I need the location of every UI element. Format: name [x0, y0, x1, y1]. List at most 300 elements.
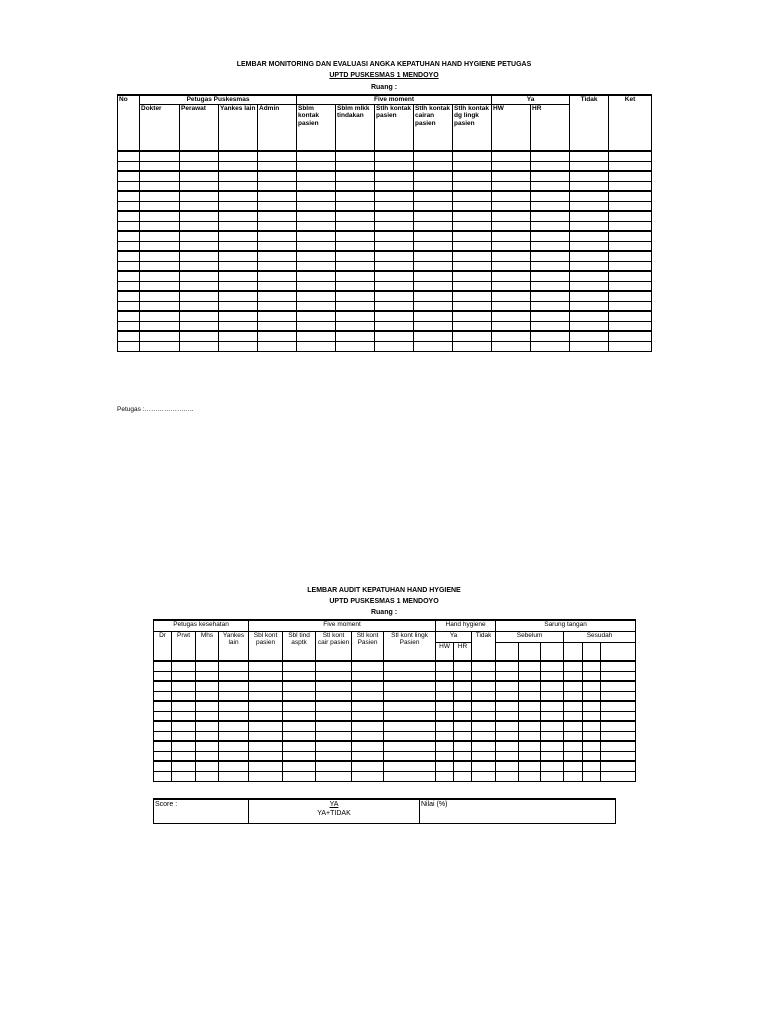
- table-cell[interactable]: [258, 231, 297, 241]
- table-cell[interactable]: [519, 691, 541, 701]
- table-cell[interactable]: [352, 761, 384, 771]
- table-cell[interactable]: [472, 691, 496, 701]
- table-cell[interactable]: [492, 311, 531, 321]
- table-cell[interactable]: [375, 291, 414, 301]
- table-cell[interactable]: [219, 171, 258, 181]
- table-cell[interactable]: [180, 281, 219, 291]
- table-cell[interactable]: [180, 331, 219, 341]
- table-cell[interactable]: [541, 691, 564, 701]
- table-cell[interactable]: [180, 151, 219, 161]
- table-cell[interactable]: [570, 281, 609, 291]
- table-cell[interactable]: [601, 761, 636, 771]
- table-cell[interactable]: [196, 661, 219, 671]
- table-cell[interactable]: [384, 661, 436, 671]
- table-cell[interactable]: [531, 271, 570, 281]
- table-cell[interactable]: [219, 711, 249, 721]
- table-cell[interactable]: [258, 181, 297, 191]
- table-cell[interactable]: [297, 301, 336, 311]
- table-cell[interactable]: [249, 731, 283, 741]
- table-cell[interactable]: [492, 191, 531, 201]
- table-cell[interactable]: [336, 321, 375, 331]
- table-cell[interactable]: [172, 691, 196, 701]
- table-cell[interactable]: [531, 231, 570, 241]
- table-cell[interactable]: [180, 231, 219, 241]
- table-cell[interactable]: [219, 721, 249, 731]
- table-cell[interactable]: [336, 181, 375, 191]
- table-cell[interactable]: [219, 251, 258, 261]
- table-cell[interactable]: [472, 731, 496, 741]
- table-cell[interactable]: [196, 761, 219, 771]
- table-cell[interactable]: [258, 271, 297, 281]
- table-cell[interactable]: [436, 661, 454, 671]
- table-cell[interactable]: [172, 671, 196, 681]
- table-cell[interactable]: [154, 731, 172, 741]
- table-cell[interactable]: [375, 271, 414, 281]
- table-cell[interactable]: [570, 201, 609, 211]
- table-cell[interactable]: [118, 251, 140, 261]
- table-cell[interactable]: [564, 711, 583, 721]
- table-cell[interactable]: [472, 711, 496, 721]
- table-cell[interactable]: [496, 751, 519, 761]
- table-cell[interactable]: [453, 251, 492, 261]
- table-cell[interactable]: [336, 301, 375, 311]
- table-cell[interactable]: [140, 221, 180, 231]
- table-cell[interactable]: [531, 171, 570, 181]
- table-cell[interactable]: [384, 741, 436, 751]
- table-cell[interactable]: [583, 751, 601, 761]
- table-cell[interactable]: [249, 771, 283, 781]
- table-cell[interactable]: [352, 691, 384, 701]
- table-cell[interactable]: [316, 671, 352, 681]
- table-cell[interactable]: [316, 721, 352, 731]
- table-cell[interactable]: [609, 191, 652, 201]
- table-cell[interactable]: [196, 691, 219, 701]
- table-cell[interactable]: [258, 311, 297, 321]
- table-cell[interactable]: [180, 341, 219, 351]
- table-cell[interactable]: [297, 161, 336, 171]
- table-cell[interactable]: [336, 211, 375, 221]
- table-cell[interactable]: [249, 671, 283, 681]
- table-cell[interactable]: [564, 721, 583, 731]
- table-cell[interactable]: [140, 271, 180, 281]
- table-cell[interactable]: [583, 701, 601, 711]
- table-cell[interactable]: [454, 741, 472, 751]
- table-cell[interactable]: [519, 711, 541, 721]
- table-cell[interactable]: [570, 211, 609, 221]
- table-cell[interactable]: [541, 751, 564, 761]
- table-cell[interactable]: [375, 301, 414, 311]
- table-cell[interactable]: [172, 701, 196, 711]
- table-cell[interactable]: [454, 751, 472, 761]
- table-cell[interactable]: [541, 741, 564, 751]
- table-cell[interactable]: [454, 721, 472, 731]
- table-cell[interactable]: [583, 741, 601, 751]
- table-cell[interactable]: [258, 251, 297, 261]
- table-cell[interactable]: [154, 741, 172, 751]
- table-cell[interactable]: [140, 291, 180, 301]
- table-cell[interactable]: [118, 311, 140, 321]
- table-cell[interactable]: [414, 191, 453, 201]
- table-cell[interactable]: [258, 151, 297, 161]
- table-cell[interactable]: [531, 321, 570, 331]
- table-cell[interactable]: [436, 711, 454, 721]
- table-cell[interactable]: [249, 701, 283, 711]
- table-cell[interactable]: [453, 261, 492, 271]
- table-cell[interactable]: [283, 771, 316, 781]
- table-cell[interactable]: [154, 751, 172, 761]
- table-cell[interactable]: [609, 271, 652, 281]
- table-cell[interactable]: [436, 731, 454, 741]
- table-cell[interactable]: [258, 161, 297, 171]
- table-cell[interactable]: [531, 251, 570, 261]
- table-cell[interactable]: [496, 681, 519, 691]
- table-cell[interactable]: [258, 241, 297, 251]
- table-cell[interactable]: [336, 251, 375, 261]
- table-cell[interactable]: [453, 331, 492, 341]
- table-cell[interactable]: [570, 161, 609, 171]
- table-cell[interactable]: [472, 681, 496, 691]
- table-cell[interactable]: [519, 681, 541, 691]
- table-cell[interactable]: [297, 241, 336, 251]
- table-cell[interactable]: [453, 311, 492, 321]
- table-cell[interactable]: [496, 741, 519, 751]
- table-cell[interactable]: [316, 701, 352, 711]
- table-cell[interactable]: [564, 701, 583, 711]
- table-cell[interactable]: [258, 341, 297, 351]
- table-cell[interactable]: [180, 251, 219, 261]
- table-cell[interactable]: [414, 161, 453, 171]
- table-cell[interactable]: [118, 231, 140, 241]
- table-cell[interactable]: [519, 761, 541, 771]
- table-cell[interactable]: [564, 771, 583, 781]
- table-cell[interactable]: [118, 181, 140, 191]
- table-cell[interactable]: [492, 221, 531, 231]
- table-cell[interactable]: [297, 151, 336, 161]
- table-cell[interactable]: [531, 261, 570, 271]
- table-cell[interactable]: [570, 181, 609, 191]
- table-cell[interactable]: [297, 211, 336, 221]
- table-cell[interactable]: [219, 151, 258, 161]
- table-cell[interactable]: [519, 741, 541, 751]
- table-cell[interactable]: [283, 741, 316, 751]
- table-cell[interactable]: [492, 261, 531, 271]
- table-cell[interactable]: [454, 761, 472, 771]
- table-cell[interactable]: [414, 271, 453, 281]
- table-cell[interactable]: [219, 761, 249, 771]
- table-cell[interactable]: [453, 221, 492, 231]
- table-cell[interactable]: [601, 671, 636, 681]
- table-cell[interactable]: [541, 761, 564, 771]
- table-cell[interactable]: [140, 231, 180, 241]
- table-cell[interactable]: [531, 181, 570, 191]
- table-cell[interactable]: [541, 681, 564, 691]
- table-cell[interactable]: [519, 721, 541, 731]
- table-cell[interactable]: [609, 181, 652, 191]
- table-cell[interactable]: [316, 741, 352, 751]
- table-cell[interactable]: [583, 681, 601, 691]
- table-cell[interactable]: [414, 241, 453, 251]
- table-cell[interactable]: [414, 201, 453, 211]
- table-cell[interactable]: [249, 691, 283, 701]
- table-cell[interactable]: [352, 741, 384, 751]
- table-cell[interactable]: [496, 771, 519, 781]
- table-cell[interactable]: [118, 261, 140, 271]
- table-cell[interactable]: [140, 181, 180, 191]
- table-cell[interactable]: [492, 281, 531, 291]
- table-cell[interactable]: [436, 691, 454, 701]
- table-cell[interactable]: [219, 701, 249, 711]
- table-cell[interactable]: [414, 341, 453, 351]
- table-cell[interactable]: [570, 191, 609, 201]
- table-cell[interactable]: [180, 191, 219, 201]
- table-cell[interactable]: [140, 261, 180, 271]
- table-cell[interactable]: [297, 181, 336, 191]
- table-cell[interactable]: [414, 181, 453, 191]
- table-cell[interactable]: [496, 661, 519, 671]
- table-cell[interactable]: [352, 671, 384, 681]
- table-cell[interactable]: [436, 751, 454, 761]
- table-cell[interactable]: [583, 661, 601, 671]
- table-cell[interactable]: [297, 261, 336, 271]
- table-cell[interactable]: [453, 151, 492, 161]
- table-cell[interactable]: [140, 281, 180, 291]
- table-cell[interactable]: [219, 191, 258, 201]
- table-cell[interactable]: [454, 681, 472, 691]
- table-cell[interactable]: [375, 221, 414, 231]
- table-cell[interactable]: [454, 731, 472, 741]
- table-cell[interactable]: [453, 241, 492, 251]
- table-cell[interactable]: [196, 701, 219, 711]
- table-cell[interactable]: [492, 321, 531, 331]
- table-cell[interactable]: [531, 221, 570, 231]
- table-cell[interactable]: [297, 271, 336, 281]
- table-cell[interactable]: [570, 311, 609, 321]
- table-cell[interactable]: [180, 291, 219, 301]
- table-cell[interactable]: [609, 171, 652, 181]
- table-cell[interactable]: [414, 151, 453, 161]
- table-cell[interactable]: [541, 771, 564, 781]
- table-cell[interactable]: [570, 251, 609, 261]
- table-cell[interactable]: [297, 171, 336, 181]
- table-cell[interactable]: [570, 271, 609, 281]
- table-cell[interactable]: [249, 661, 283, 671]
- table-cell[interactable]: [297, 281, 336, 291]
- table-cell[interactable]: [352, 701, 384, 711]
- table-cell[interactable]: [564, 761, 583, 771]
- table-cell[interactable]: [180, 271, 219, 281]
- table-cell[interactable]: [336, 151, 375, 161]
- table-cell[interactable]: [352, 661, 384, 671]
- table-cell[interactable]: [180, 221, 219, 231]
- table-cell[interactable]: [172, 711, 196, 721]
- table-cell[interactable]: [172, 761, 196, 771]
- table-cell[interactable]: [570, 291, 609, 301]
- table-cell[interactable]: [297, 331, 336, 341]
- table-cell[interactable]: [352, 681, 384, 691]
- table-cell[interactable]: [118, 241, 140, 251]
- table-cell[interactable]: [219, 311, 258, 321]
- table-cell[interactable]: [436, 741, 454, 751]
- table-cell[interactable]: [219, 271, 258, 281]
- table-cell[interactable]: [196, 731, 219, 741]
- table-cell[interactable]: [496, 671, 519, 681]
- table-cell[interactable]: [196, 711, 219, 721]
- table-cell[interactable]: [219, 261, 258, 271]
- table-cell[interactable]: [352, 711, 384, 721]
- table-cell[interactable]: [375, 151, 414, 161]
- table-cell[interactable]: [283, 761, 316, 771]
- table-cell[interactable]: [140, 161, 180, 171]
- table-cell[interactable]: [496, 761, 519, 771]
- table-cell[interactable]: [172, 741, 196, 751]
- table-cell[interactable]: [384, 671, 436, 681]
- table-cell[interactable]: [601, 661, 636, 671]
- table-cell[interactable]: [531, 241, 570, 251]
- table-cell[interactable]: [154, 771, 172, 781]
- table-cell[interactable]: [454, 691, 472, 701]
- table-cell[interactable]: [564, 731, 583, 741]
- table-cell[interactable]: [384, 751, 436, 761]
- table-cell[interactable]: [375, 251, 414, 261]
- table-cell[interactable]: [375, 161, 414, 171]
- table-cell[interactable]: [414, 331, 453, 341]
- table-cell[interactable]: [541, 701, 564, 711]
- table-cell[interactable]: [219, 161, 258, 171]
- table-cell[interactable]: [283, 721, 316, 731]
- table-cell[interactable]: [180, 311, 219, 321]
- table-cell[interactable]: [564, 671, 583, 681]
- table-cell[interactable]: [118, 341, 140, 351]
- table-cell[interactable]: [219, 181, 258, 191]
- table-cell[interactable]: [609, 301, 652, 311]
- table-cell[interactable]: [297, 231, 336, 241]
- table-cell[interactable]: [172, 681, 196, 691]
- table-cell[interactable]: [196, 671, 219, 681]
- table-cell[interactable]: [140, 211, 180, 221]
- table-cell[interactable]: [472, 661, 496, 671]
- table-cell[interactable]: [414, 281, 453, 291]
- table-cell[interactable]: [336, 191, 375, 201]
- table-cell[interactable]: [258, 301, 297, 311]
- table-cell[interactable]: [541, 671, 564, 681]
- table-cell[interactable]: [496, 701, 519, 711]
- table-cell[interactable]: [219, 751, 249, 761]
- table-cell[interactable]: [609, 291, 652, 301]
- table-cell[interactable]: [258, 221, 297, 231]
- table-cell[interactable]: [583, 711, 601, 721]
- table-cell[interactable]: [472, 721, 496, 731]
- table-cell[interactable]: [297, 341, 336, 351]
- table-cell[interactable]: [140, 341, 180, 351]
- table-cell[interactable]: [140, 241, 180, 251]
- table-cell[interactable]: [414, 261, 453, 271]
- table-cell[interactable]: [219, 341, 258, 351]
- table-cell[interactable]: [384, 711, 436, 721]
- table-cell[interactable]: [601, 741, 636, 751]
- table-cell[interactable]: [375, 201, 414, 211]
- table-cell[interactable]: [140, 171, 180, 181]
- table-cell[interactable]: [258, 281, 297, 291]
- table-cell[interactable]: [219, 731, 249, 741]
- table-cell[interactable]: [283, 681, 316, 691]
- table-cell[interactable]: [316, 771, 352, 781]
- table-cell[interactable]: [453, 321, 492, 331]
- table-cell[interactable]: [414, 231, 453, 241]
- table-cell[interactable]: [154, 711, 172, 721]
- table-cell[interactable]: [454, 671, 472, 681]
- table-cell[interactable]: [219, 771, 249, 781]
- table-cell[interactable]: [219, 301, 258, 311]
- table-cell[interactable]: [414, 311, 453, 321]
- table-cell[interactable]: [453, 301, 492, 311]
- table-cell[interactable]: [316, 761, 352, 771]
- table-cell[interactable]: [609, 331, 652, 341]
- table-cell[interactable]: [541, 711, 564, 721]
- table-cell[interactable]: [352, 771, 384, 781]
- table-cell[interactable]: [297, 221, 336, 231]
- table-cell[interactable]: [180, 171, 219, 181]
- table-cell[interactable]: [384, 701, 436, 711]
- table-cell[interactable]: [219, 281, 258, 291]
- table-cell[interactable]: [492, 161, 531, 171]
- table-cell[interactable]: [249, 721, 283, 731]
- table-cell[interactable]: [336, 221, 375, 231]
- table-cell[interactable]: [154, 721, 172, 731]
- table-cell[interactable]: [140, 311, 180, 321]
- table-cell[interactable]: [219, 211, 258, 221]
- table-cell[interactable]: [492, 331, 531, 341]
- table-cell[interactable]: [492, 341, 531, 351]
- table-cell[interactable]: [180, 301, 219, 311]
- table-cell[interactable]: [519, 771, 541, 781]
- table-cell[interactable]: [519, 731, 541, 741]
- table-cell[interactable]: [609, 241, 652, 251]
- table-cell[interactable]: [519, 661, 541, 671]
- table-cell[interactable]: [472, 761, 496, 771]
- table-cell[interactable]: [180, 161, 219, 171]
- table-cell[interactable]: [219, 221, 258, 231]
- table-cell[interactable]: [196, 721, 219, 731]
- table-cell[interactable]: [316, 661, 352, 671]
- table-cell[interactable]: [258, 171, 297, 181]
- table-cell[interactable]: [172, 661, 196, 671]
- table-cell[interactable]: [583, 691, 601, 701]
- table-cell[interactable]: [519, 701, 541, 711]
- table-cell[interactable]: [196, 751, 219, 761]
- table-cell[interactable]: [258, 191, 297, 201]
- table-cell[interactable]: [140, 201, 180, 211]
- table-cell[interactable]: [219, 681, 249, 691]
- table-cell[interactable]: [180, 201, 219, 211]
- table-cell[interactable]: [297, 311, 336, 321]
- table-cell[interactable]: [492, 171, 531, 181]
- table-cell[interactable]: [531, 341, 570, 351]
- table-cell[interactable]: [316, 691, 352, 701]
- table-cell[interactable]: [531, 161, 570, 171]
- table-cell[interactable]: [570, 151, 609, 161]
- table-cell[interactable]: [453, 181, 492, 191]
- table-cell[interactable]: [496, 731, 519, 741]
- table-cell[interactable]: [249, 741, 283, 751]
- table-cell[interactable]: [297, 201, 336, 211]
- table-cell[interactable]: [453, 271, 492, 281]
- table-cell[interactable]: [219, 331, 258, 341]
- table-cell[interactable]: [249, 711, 283, 721]
- table-cell[interactable]: [564, 691, 583, 701]
- table-cell[interactable]: [258, 261, 297, 271]
- table-cell[interactable]: [336, 201, 375, 211]
- table-cell[interactable]: [297, 321, 336, 331]
